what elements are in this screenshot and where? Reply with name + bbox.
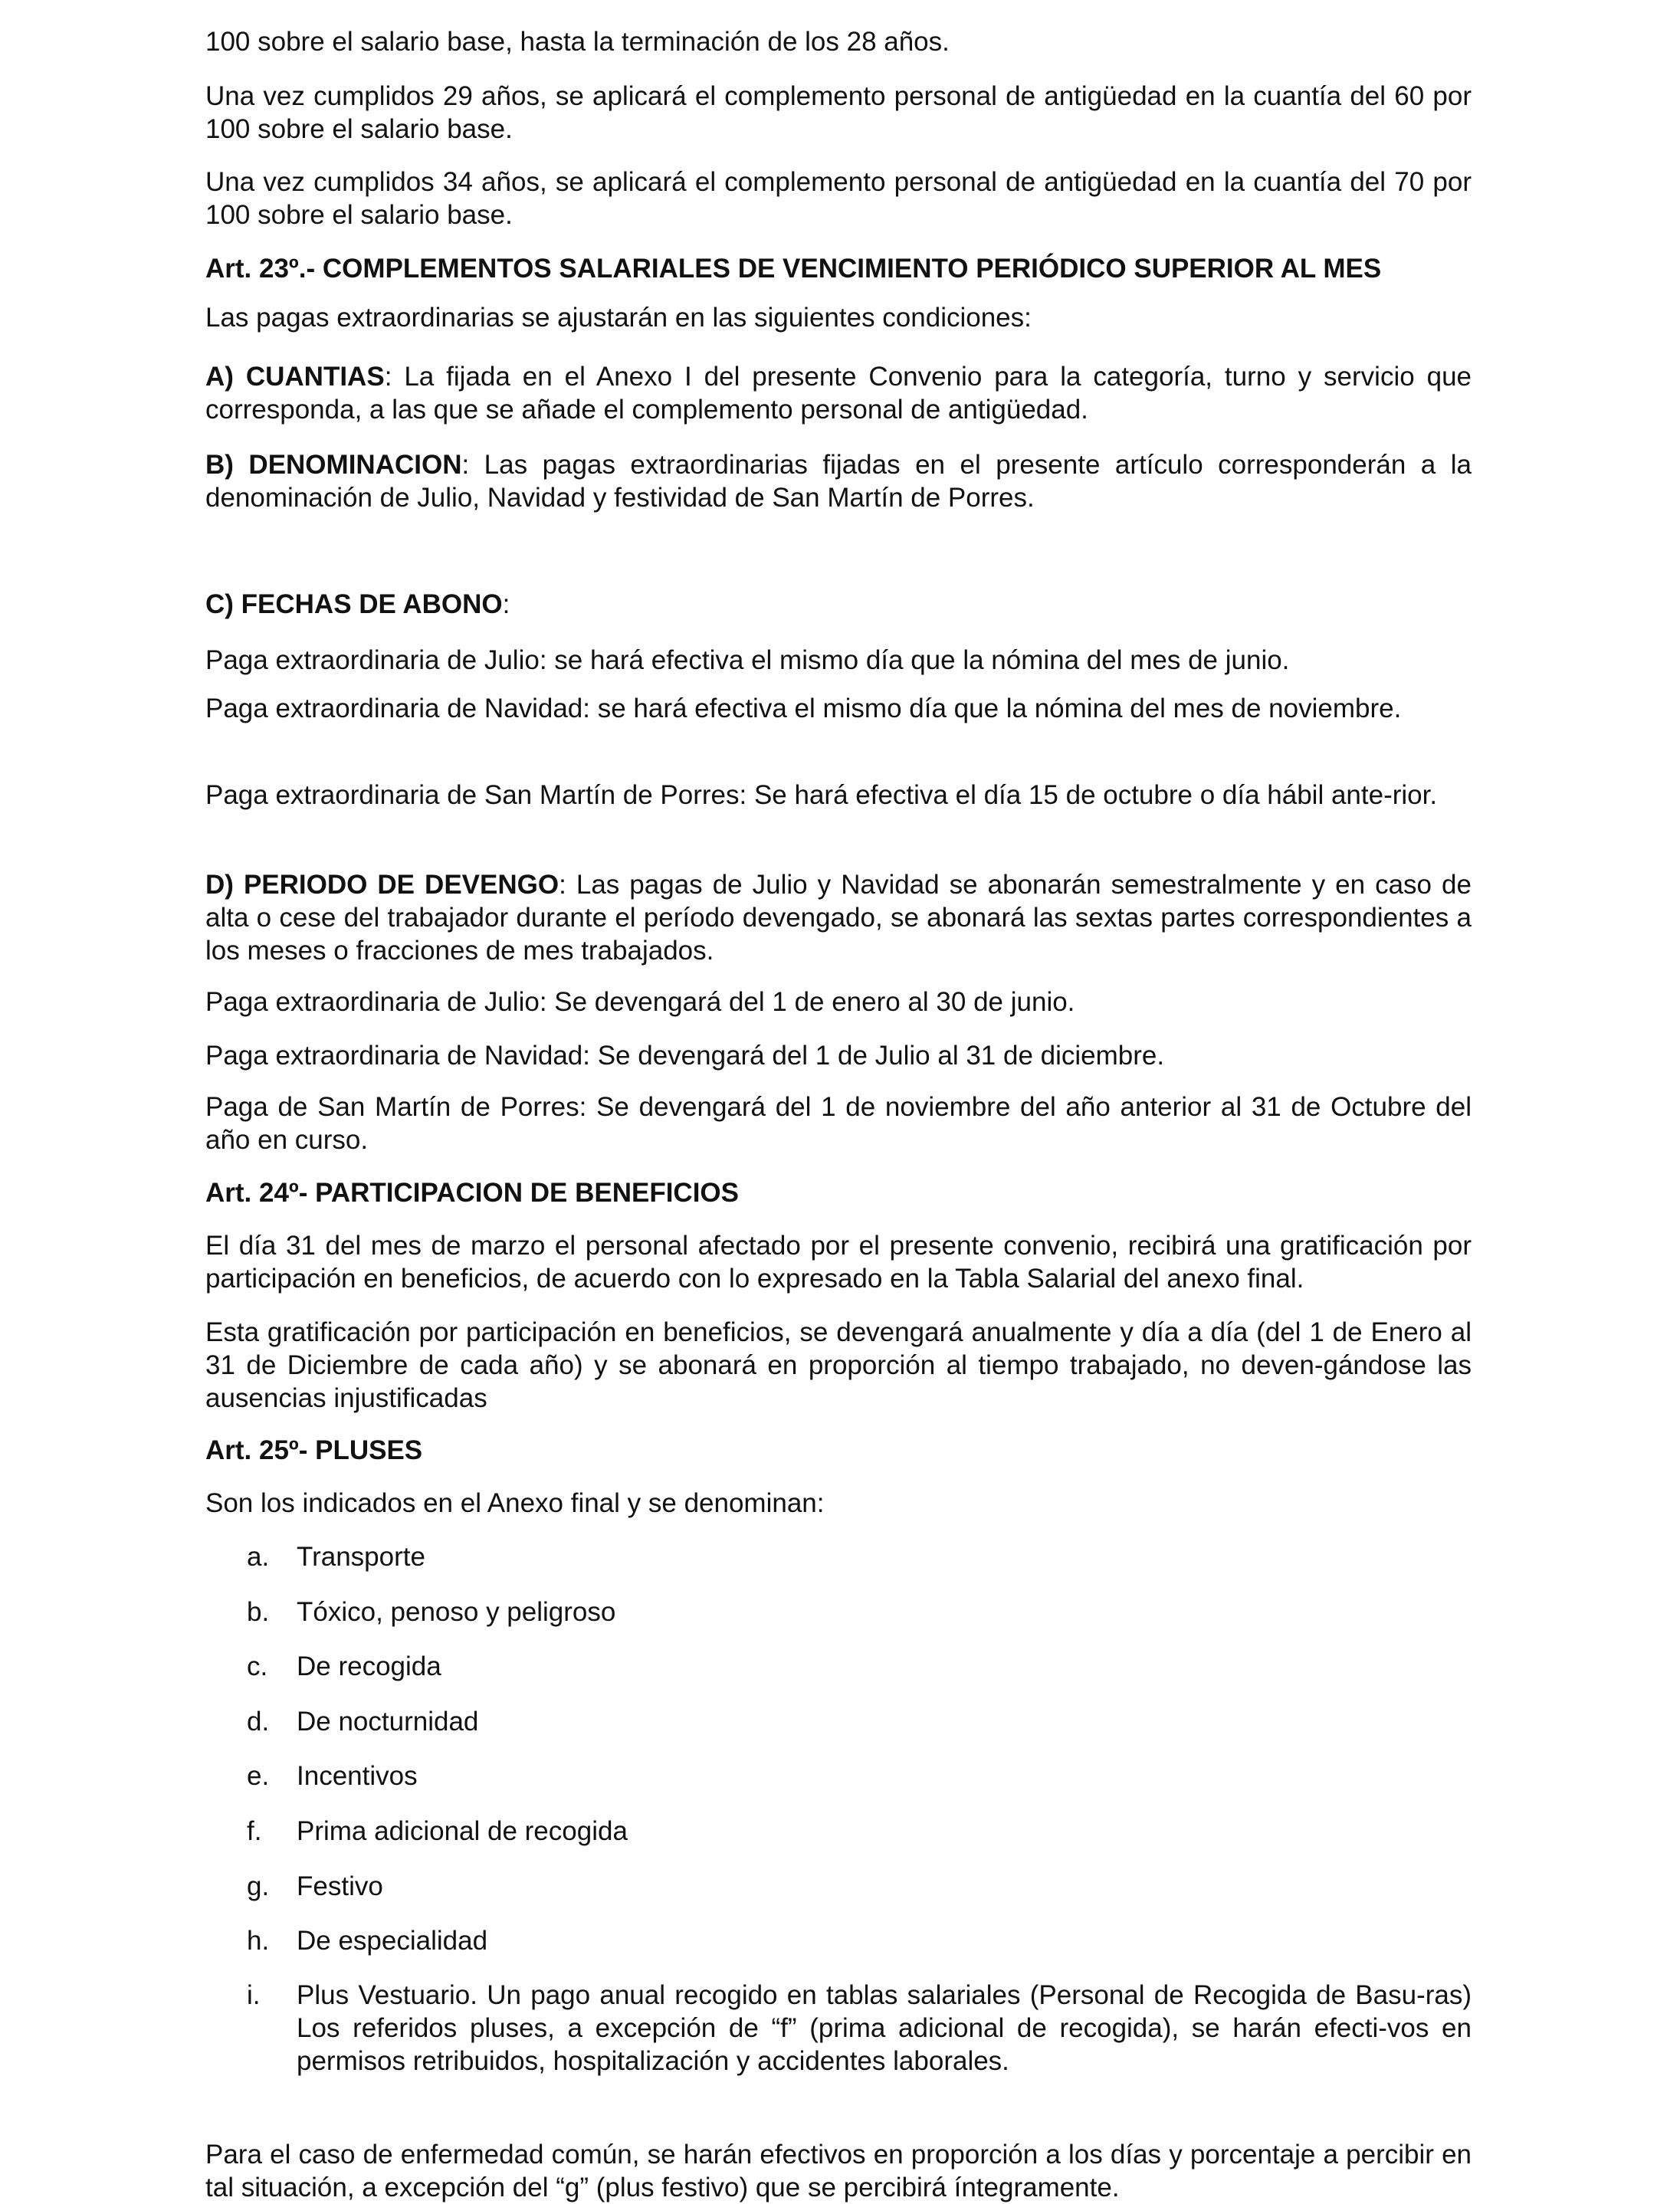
article-24-heading: Art. 24º- PARTICIPACION DE BENEFICIOS xyxy=(205,1178,740,1208)
list-item-text: Plus Vestuario. Un pago anual recogido en tablas salariales (Personal de Recogida de Basu-ras) Los referidos pluses, a excepción de “f” (prima adicional de recogida), se harán efecti-vos en permisos retribuidos, hospitalización y accidentes laborales. xyxy=(297,1980,1472,2076)
paragraph: Paga de San Martín de Porres: Se devengará del 1 de noviembre del año anterior al 31 de Octubre del año en curso. xyxy=(205,1092,1472,1155)
paragraph: Para el caso de enfermedad común, se harán efectivos en proporción a los días y porcentaje a percibir en tal situación, a excepción del “g” (plus festivo) que se percibirá íntegramente. xyxy=(205,2140,1472,2202)
list-item-text: Transporte xyxy=(297,1542,425,1572)
paragraph: Paga extraordinaria de Navidad: se hará efectiva el mismo día que la nómina del mes de noviembre. xyxy=(205,694,1402,723)
list-marker: b. xyxy=(247,1597,270,1627)
paragraph: El día 31 del mes de marzo el personal afectado por el presente convenio, recibirá una gratificación por participación en beneficios, de acuerdo con lo expresado en la Tabla Salarial del anexo final. xyxy=(205,1231,1472,1294)
list-item xyxy=(247,1979,1472,2078)
list-marker: f. xyxy=(247,1816,262,1846)
list-marker: c. xyxy=(247,1651,268,1681)
paragraph: Esta gratificación por participación en beneficios, se devengará anualmente y día a día (del 1 de Enero al 31 de Diciembre de cada año) y se abonará en proporción al tiempo trabajado, no deven-gándose las ausencias injustificadas xyxy=(205,1317,1472,1413)
section-d-text: : Las pagas de Julio y Navidad se abonarán semestralmente y en caso de alta o cese del trabajador durante el período devengado, se abonará las sextas partes correspondientes a los meses o fracciones de mes trabajados. xyxy=(205,870,1472,966)
list-marker: e. xyxy=(247,1761,270,1791)
paragraph: Paga extraordinaria de Julio: Se devengará del 1 de enero al 30 de junio. xyxy=(205,987,1075,1017)
list-item xyxy=(247,1596,1472,1628)
list-item-text: De recogida xyxy=(297,1651,441,1681)
list-marker: g. xyxy=(247,1871,270,1901)
section-a xyxy=(205,360,1472,426)
list-marker: h. xyxy=(247,1926,270,1956)
section-c xyxy=(205,588,1472,621)
section-c-label: C) FECHAS DE ABONO xyxy=(205,589,503,619)
list-item-text: Festivo xyxy=(297,1871,383,1901)
article-25-heading: Art. 25º- PLUSES xyxy=(205,1435,423,1465)
list-marker: a. xyxy=(247,1542,270,1572)
section-d xyxy=(205,868,1472,967)
section-b xyxy=(205,448,1472,514)
list-item xyxy=(247,1924,1472,1957)
list-item xyxy=(247,1540,1472,1573)
section-a-label: A) CUANTIAS xyxy=(205,362,385,392)
list-item-text: Prima adicional de recogida xyxy=(297,1816,628,1846)
paragraph: Paga extraordinaria de San Martín de Porres: Se hará efectiva el día 15 de octubre o día hábil ante-rior. xyxy=(205,780,1438,810)
paragraph: Una vez cumplidos 34 años, se aplicará el complemento personal de antigüedad en la cuantía del 70 por 100 sobre el salario base. xyxy=(205,167,1472,230)
list-item xyxy=(247,1760,1472,1792)
list-item-text: Tóxico, penoso y peligroso xyxy=(297,1597,616,1627)
article-23-heading: Art. 23º.- COMPLEMENTOS SALARIALES DE VENCIMIENTO PERIÓDICO SUPERIOR AL MES xyxy=(205,254,1382,284)
paragraph: Son los indicados en el Anexo final y se denominan: xyxy=(205,1488,825,1518)
list-item xyxy=(247,1705,1472,1738)
list-item-text: De nocturnidad xyxy=(297,1707,479,1737)
section-d-label: D) PERIODO DE DEVENGO xyxy=(205,870,559,900)
list-item xyxy=(247,1870,1472,1903)
list-item-text: Incentivos xyxy=(297,1761,418,1791)
section-c-text: : xyxy=(502,589,510,619)
paragraph: Paga extraordinaria de Navidad: Se devengará del 1 de Julio al 31 de diciembre. xyxy=(205,1041,1165,1071)
section-a-text: : La fijada en el Anexo I del presente Convenio para la categoría, turno y servicio que corresponda, a las que se añade el complemento personal de antigüedad. xyxy=(205,362,1472,425)
list-marker: i. xyxy=(247,1980,261,2010)
list-item xyxy=(247,1815,1472,1848)
list-item xyxy=(247,1650,1472,1683)
paragraph: Una vez cumplidos 29 años, se aplicará el complemento personal de antigüedad en la cuantía del 60 por 100 sobre el salario base. xyxy=(205,81,1472,144)
paragraph: 100 sobre el salario base, hasta la terminación de los 28 años. xyxy=(205,27,950,57)
section-b-text: : Las pagas extraordinarias fijadas en el presente artículo corresponderán a la denominación de Julio, Navidad y festividad de San Martín de Porres. xyxy=(205,450,1472,513)
paragraph: Las pagas extraordinarias se ajustarán en las siguientes condiciones: xyxy=(205,303,1032,333)
list-item-text: De especialidad xyxy=(297,1926,488,1956)
section-b-label: B) DENOMINACION xyxy=(205,450,462,480)
list-marker: d. xyxy=(247,1707,270,1737)
paragraph: Paga extraordinaria de Julio: se hará efectiva el mismo día que la nómina del mes de junio. xyxy=(205,645,1290,675)
